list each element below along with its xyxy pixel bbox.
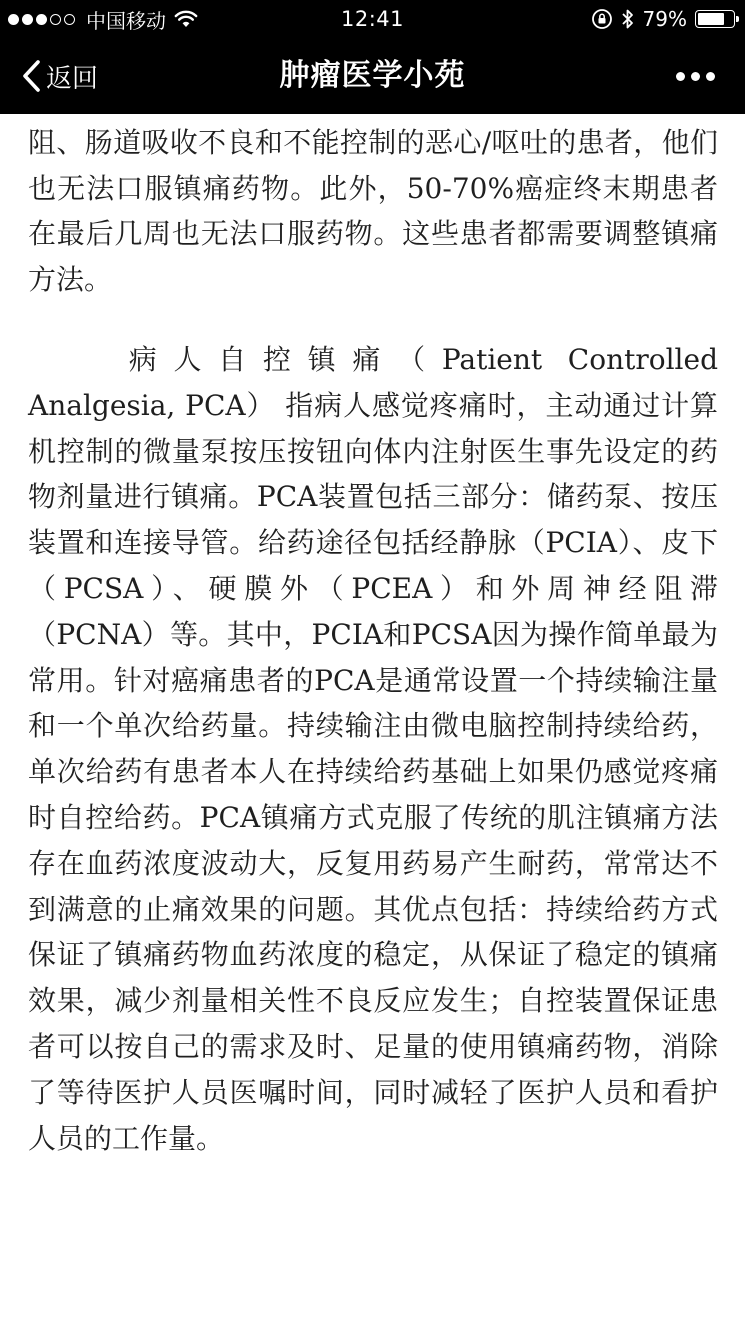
status-bar-right xyxy=(583,7,735,31)
rotation-lock-icon xyxy=(591,8,613,30)
page-title: 肿瘤医学小苑 xyxy=(279,58,466,93)
battery-percent: 79% xyxy=(642,7,687,31)
more-button[interactable] xyxy=(670,38,715,114)
battery-nub xyxy=(736,16,739,22)
article-body xyxy=(28,114,718,1195)
status-time: 12:41 xyxy=(340,7,405,31)
bluetooth-icon xyxy=(621,8,635,30)
article-paragraph xyxy=(28,337,718,1161)
status-bar xyxy=(0,0,745,38)
back-label: 返回 xyxy=(46,63,99,94)
article-paragraph: 阻、肠道吸收不良和不能控制的恶心/呕吐的患者，他们也无法口服镇痛药物。此外，50-70%癌症终末期患者在最后几周也无法口服药物。这些患者都需要调整镇痛方法。 xyxy=(28,125,718,297)
article-scroll-area[interactable] xyxy=(0,114,745,1324)
battery-icon xyxy=(695,10,735,28)
article-paragraph-text: 病人自控镇痛（Patient Controlled Analgesia, PCA） 指病人感觉疼痛时，主动通过计算机控制的微量泵按压按钮向体内注射医生事先设定的药物剂量进行镇痛。PCA装置包括三部分：储药泵、按压装置和连接导管。给药途径包括经静脉（PCIA）、皮下（PCSA）、硬膜外（PCEA）和外周神经阻滞（PCNA）等。其中，PCIA和PCSA因为操作简单最为常用。针对癌痛患者的PCA是通常设置一个持续输注量和一个单次给药量。持续输注由微电脑控制持续给药，单次给药有患者本人在持续给药基础上如果仍感觉疼痛时自控给药。PCA镇痛方式克服了传统的肌注镇痛方法存在血药浓度波动大，反复用药易产生耐药，常常达不到满意的止痛效果的问题。其优点包括：持续给药方式保证了镇痛药物血药浓度的稳定，从保证了稳定的镇痛效果，减少剂量相关性不良反应发生；自控装置保证患者可以按自己的需求及时、足量的使用镇痛药物，消除了等待医护人员医嘱时间，同时减轻了医护人员和看护人员的工作量。 xyxy=(28,342,718,1155)
battery-fill xyxy=(698,13,724,25)
more-dots-icon xyxy=(670,72,715,81)
carrier-name: 中国移动 xyxy=(86,8,166,33)
nav-bar xyxy=(0,38,745,114)
